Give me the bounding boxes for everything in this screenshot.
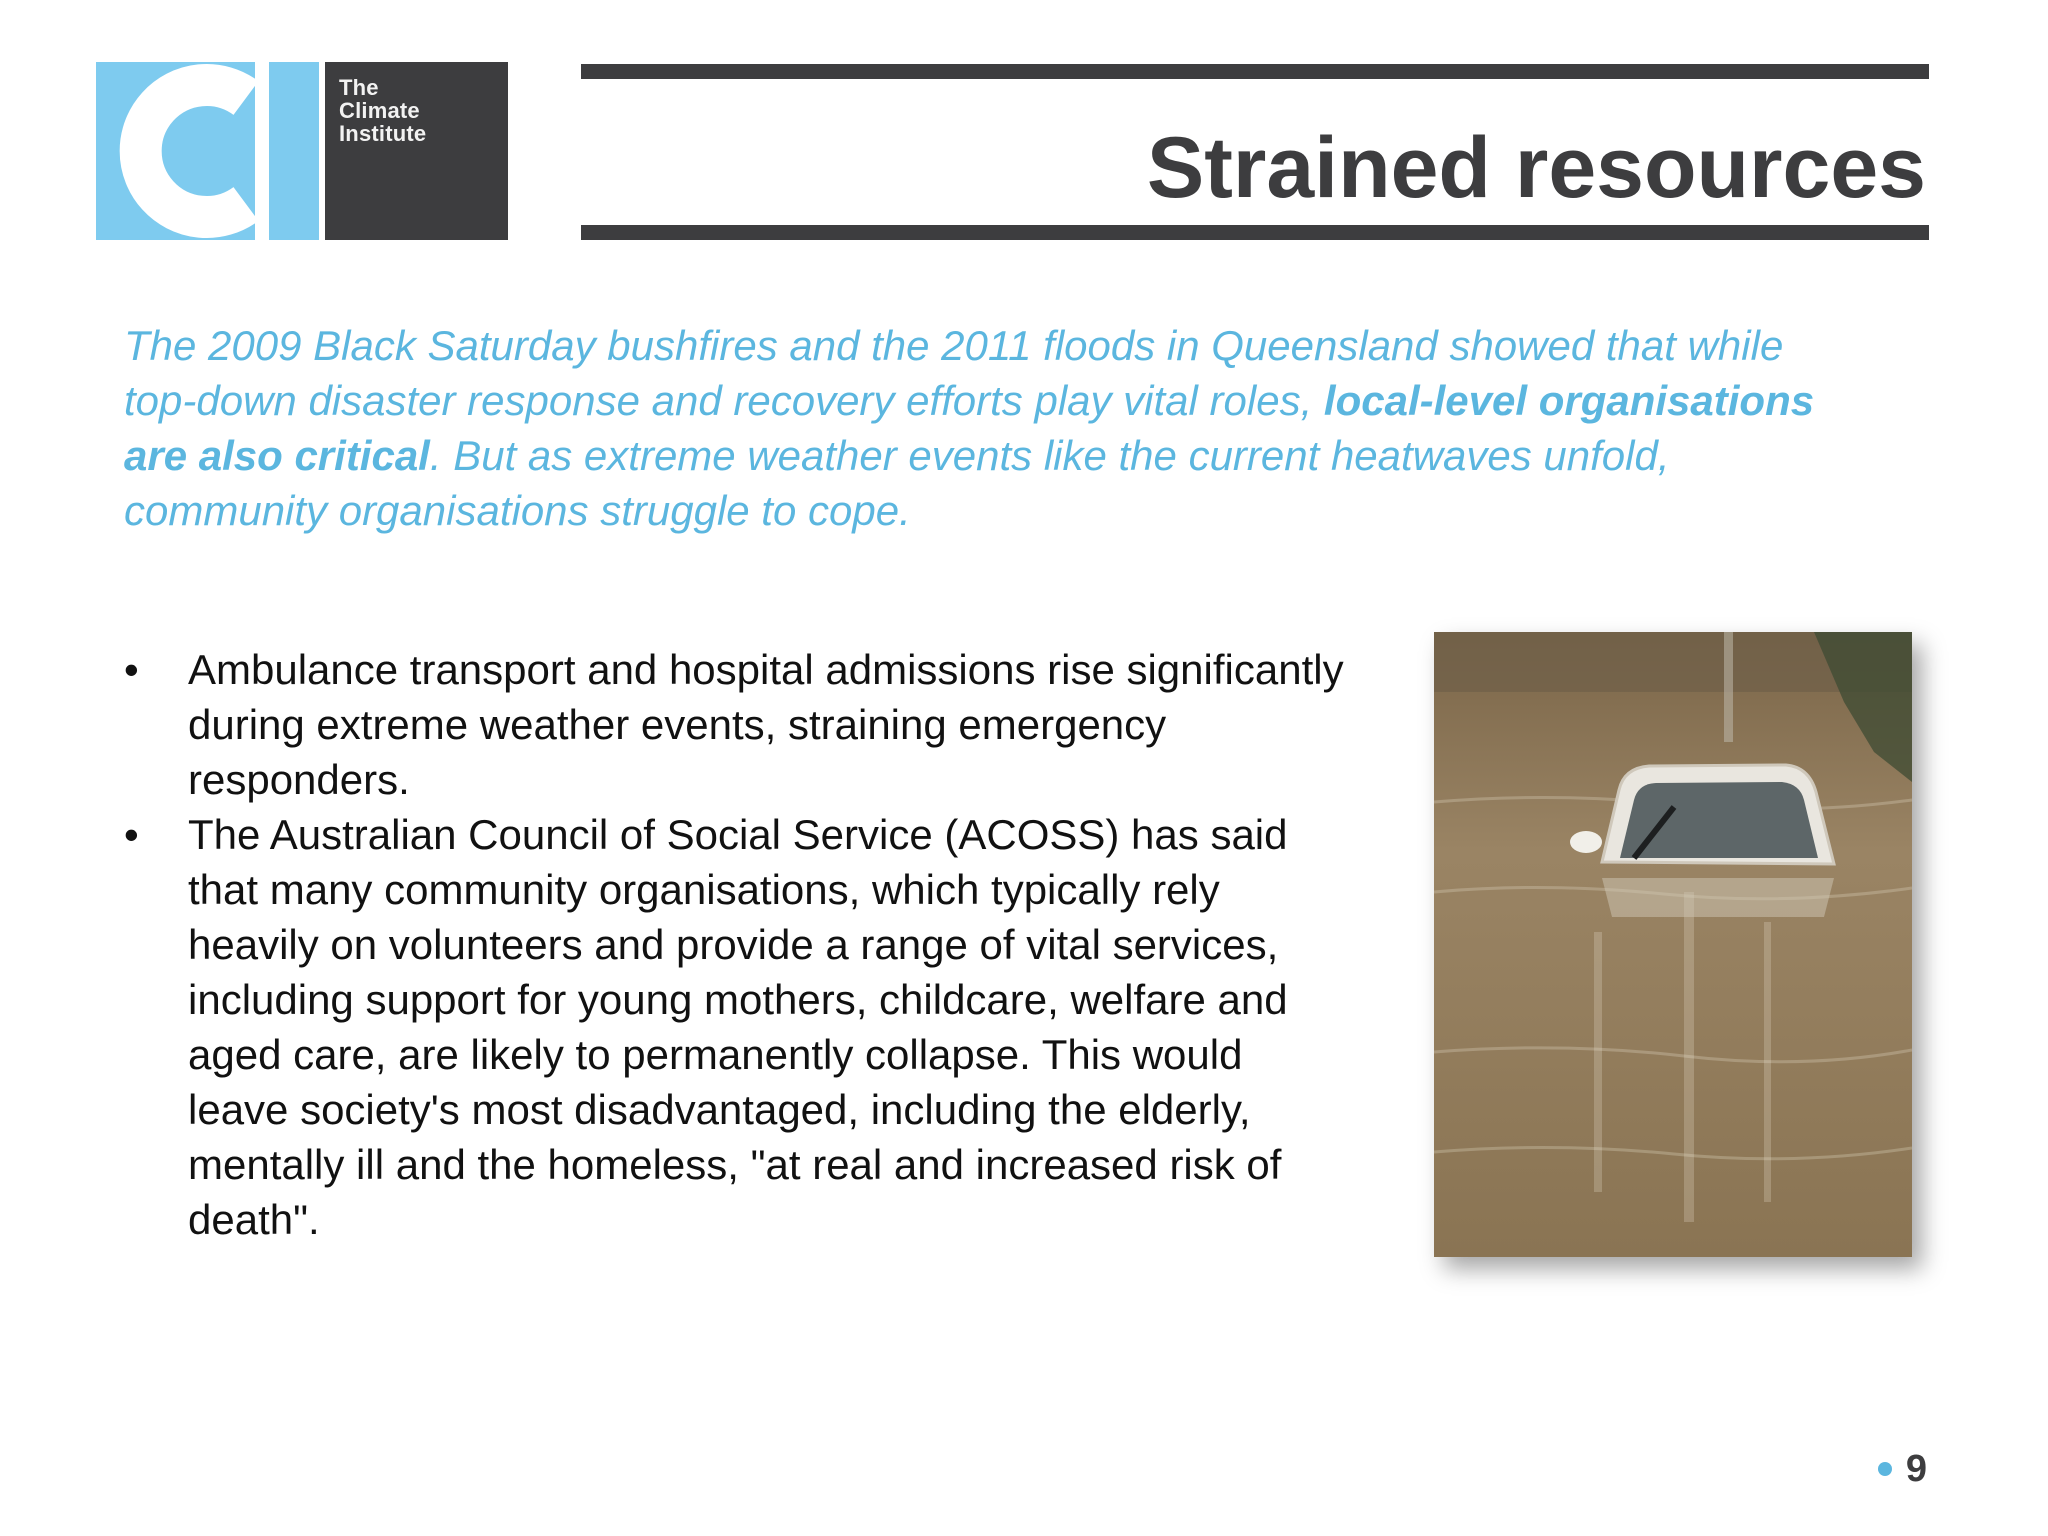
page-number-label: 9 — [1905, 1448, 1927, 1490]
bullet-icon: • — [124, 646, 139, 693]
intro-text: . But as extreme weather events like the current heatwaves unfold, community organisations struggle to cope. — [124, 432, 1670, 534]
intro-text: The 2009 Black Saturday bushfires and the 2011 floods in Queensland showed that while top-down disaster response and recovery efforts play vital roles, — [124, 322, 1784, 424]
title-rule-bottom — [581, 225, 1929, 240]
bullet-text: Ambulance transport and hospital admissions rise significantly during extreme weather events, straining emergency responders. — [188, 646, 1344, 803]
logo-line: Climate — [339, 98, 420, 123]
page-number — [1878, 1446, 1927, 1492]
ci-logo-mark-icon — [96, 62, 319, 240]
flooded-car-photo — [1434, 632, 1912, 1257]
intro-emphasis: local-level organisations are also critical — [124, 377, 1815, 479]
climate-institute-logo — [96, 62, 508, 240]
bullet-item — [124, 642, 1344, 807]
intro-paragraph — [124, 318, 1824, 538]
bullet-item — [124, 807, 1344, 1247]
page-dot-icon — [1878, 1462, 1892, 1476]
bullet-text: The Australian Council of Social Service (ACOSS) has said that many community organisations, which typically rely heavily on volunteers and provide a range of vital services, including support for young mothers, childcare, welfare and aged care, are likely to permanently collapse. This would leave society's most disadvantaged, including the elderly, mentally ill and the homeless, "at real and increased risk of death". — [188, 811, 1288, 1243]
bullet-list — [124, 642, 1344, 1247]
bullet-icon: • — [124, 811, 139, 858]
logo-line: The — [339, 75, 379, 100]
flooded-car-image — [1434, 632, 1912, 1257]
title-rule-top — [581, 64, 1929, 79]
logo-text-box — [325, 62, 508, 240]
slide-title: Strained resources — [1146, 120, 1926, 216]
logo-line: Institute — [339, 121, 427, 146]
